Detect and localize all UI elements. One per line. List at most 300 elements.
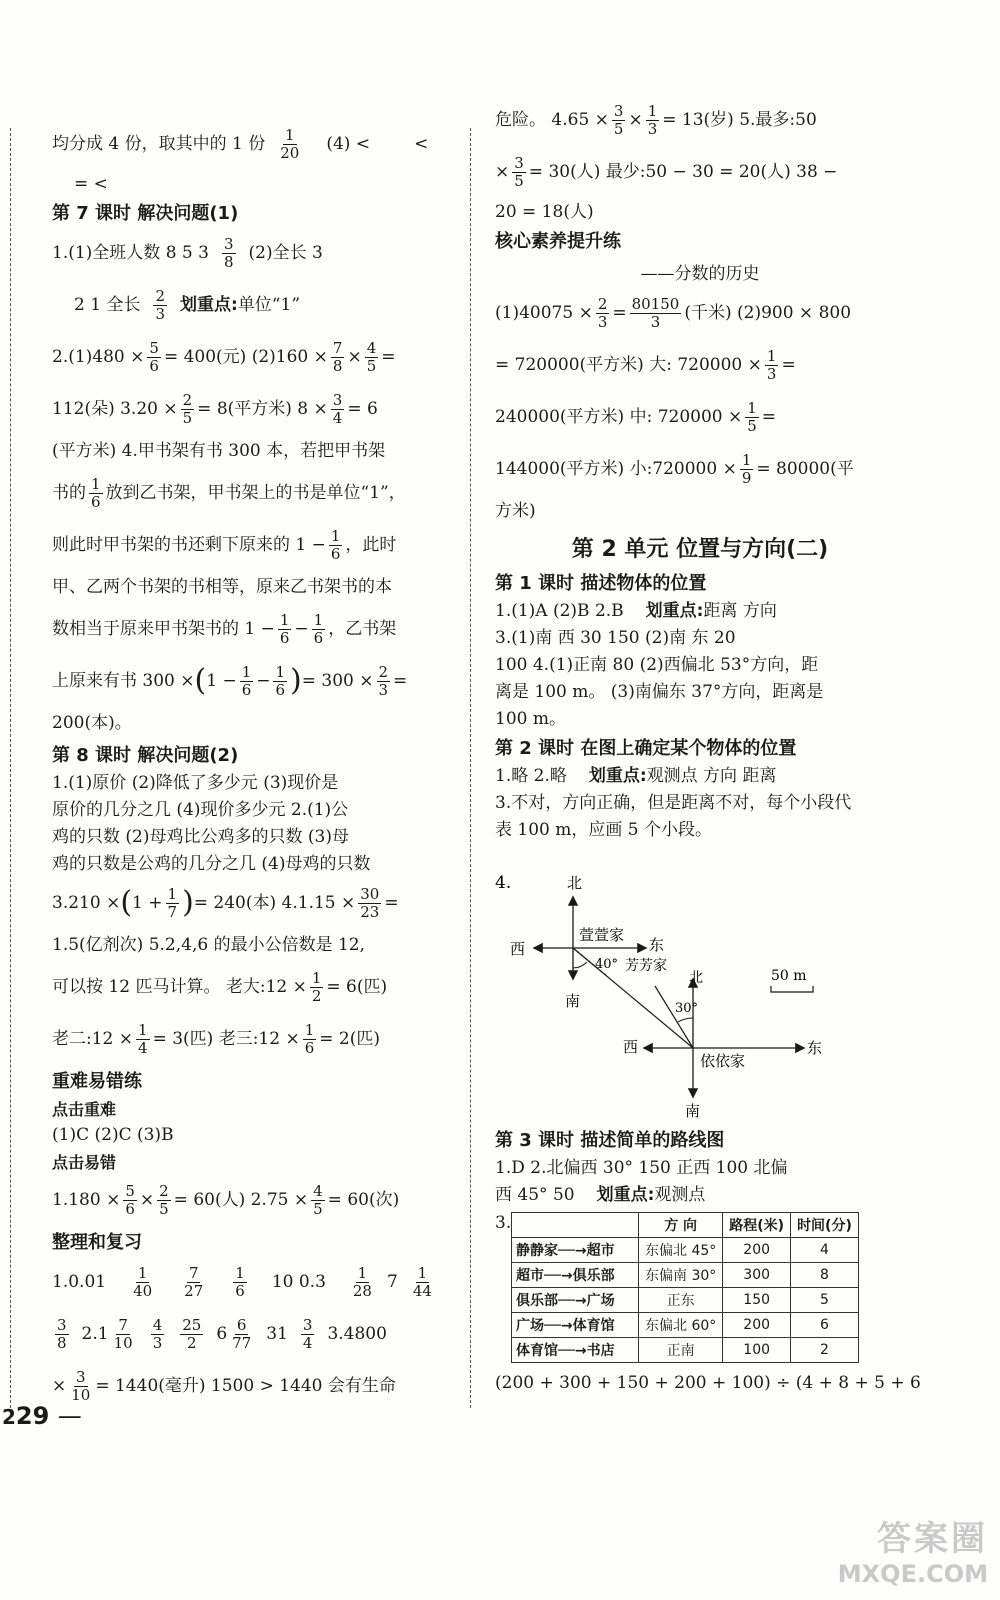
fraction-numerator: 1 bbox=[91, 474, 101, 493]
table-row bbox=[512, 1238, 859, 1263]
q4-line-e bbox=[52, 603, 452, 655]
review-line-3 bbox=[52, 1360, 452, 1412]
fraction-numerator: 1 bbox=[285, 125, 295, 144]
fraction bbox=[312, 612, 326, 647]
fraction bbox=[377, 664, 391, 699]
text-span: = 240(本) 4.1.15 × bbox=[193, 893, 356, 913]
parenthesis: ( bbox=[120, 885, 133, 920]
right-line-3: 20 = 18(人) bbox=[495, 201, 594, 222]
text-span: 112(朵) 3.20 × bbox=[52, 399, 178, 419]
text-span: 2 1 全长 bbox=[74, 295, 141, 315]
q4-line-d: 甲、乙两个书架的书相等，原来乙书架书的本 bbox=[52, 577, 392, 597]
table-cell: 东偏南 30° bbox=[639, 1263, 723, 1288]
key-difficulty-label: 点击重难 bbox=[52, 1099, 117, 1119]
column-divider bbox=[470, 128, 471, 1408]
k5: 方米) bbox=[495, 501, 536, 521]
text-span: × bbox=[347, 347, 362, 367]
fraction-numerator: 1 bbox=[741, 450, 752, 469]
fraction-denominator: 5 bbox=[366, 356, 377, 375]
fraction bbox=[740, 452, 754, 487]
table-cell: 200 bbox=[723, 1238, 791, 1263]
table-cell: 体育馆──→书店 bbox=[512, 1338, 639, 1363]
fraction-denominator: 6 bbox=[241, 680, 252, 699]
fraction-denominator: 6 bbox=[235, 1281, 245, 1300]
lesson-3-heading: 第 3 课时 描述简单的路线图 bbox=[495, 1130, 725, 1151]
fraction-denominator: 3 bbox=[647, 119, 658, 138]
lesson-7-heading: 第 7 课时 解决问题(1) bbox=[52, 203, 239, 224]
fraction-numerator: 5 bbox=[149, 338, 159, 357]
text-span: = 6 bbox=[347, 399, 378, 419]
table-header bbox=[512, 1213, 639, 1238]
fraction bbox=[351, 1265, 374, 1300]
left-line-2 bbox=[52, 170, 452, 197]
fraction bbox=[69, 1369, 92, 1404]
common-mistake-answers bbox=[52, 1174, 452, 1226]
north-label-2: 北 bbox=[689, 970, 703, 986]
text-span: 6 bbox=[216, 1324, 228, 1344]
fraction bbox=[278, 612, 292, 647]
house-label-2: 芳芳家 bbox=[625, 958, 667, 974]
text-span: = 60(人) 2.75 × bbox=[173, 1190, 309, 1210]
c1a bbox=[495, 597, 905, 624]
table-cell: 4 bbox=[791, 1238, 859, 1263]
key-difficulty-answers: (1)C (2)C (3)B bbox=[52, 1124, 174, 1145]
k1 bbox=[495, 287, 905, 339]
table-cell: 2 bbox=[791, 1338, 859, 1363]
fraction bbox=[55, 1317, 69, 1352]
fraction-denominator: 5 bbox=[182, 408, 193, 427]
fraction-denominator: 7 bbox=[167, 902, 178, 921]
fraction-numerator: 3 bbox=[57, 1315, 67, 1334]
text-span: 划重点: bbox=[588, 765, 647, 786]
text-span: 2.1 bbox=[81, 1324, 109, 1344]
fraction-numerator: 1 bbox=[279, 610, 290, 629]
fraction-numerator: 2 bbox=[597, 294, 608, 313]
text-span: = bbox=[761, 407, 777, 427]
fraction bbox=[151, 1317, 165, 1352]
text-span: 西 45° 50 bbox=[495, 1184, 575, 1205]
text-span: 书的 bbox=[52, 483, 86, 503]
fraction-denominator: 10 bbox=[113, 1333, 133, 1352]
q1-line bbox=[52, 227, 452, 279]
fraction-denominator: 6 bbox=[304, 1038, 315, 1057]
q4-line-g: 200(本)。 bbox=[52, 713, 132, 733]
route-table-wrap bbox=[495, 1212, 905, 1363]
fraction-numerator: 1 bbox=[167, 884, 178, 903]
text-span: × bbox=[139, 1190, 155, 1210]
fraction-denominator: 6 bbox=[313, 628, 324, 647]
fraction-numerator: 4 bbox=[152, 1315, 163, 1334]
fraction bbox=[230, 1317, 253, 1352]
fraction bbox=[358, 886, 381, 921]
fraction-numerator: 2 bbox=[155, 286, 165, 305]
fraction bbox=[512, 155, 526, 190]
east-label-2: 东 bbox=[807, 1039, 823, 1057]
fraction bbox=[411, 1265, 434, 1300]
fraction-denominator: 5 bbox=[747, 416, 757, 435]
text-span: 老二:12 × bbox=[52, 1029, 134, 1049]
c3b bbox=[495, 1181, 905, 1208]
c2b: 3.不对，方向正确，但是距离不对，每个小段代 bbox=[495, 792, 852, 813]
fraction bbox=[311, 1183, 325, 1218]
house-label-1: 萱萱家 bbox=[579, 926, 625, 944]
table-cell: 静静家──→超市 bbox=[512, 1238, 639, 1263]
fraction-denominator: 3 bbox=[155, 304, 165, 323]
scale-label: 50 m bbox=[771, 968, 807, 984]
fraction-denominator: 3 bbox=[152, 1333, 163, 1352]
table-cell: 8 bbox=[791, 1263, 859, 1288]
fraction-numerator: 1 bbox=[311, 968, 322, 987]
fraction-denominator: 20 bbox=[280, 143, 300, 162]
text-span: 31 bbox=[266, 1324, 288, 1344]
text-span: 3.4800 bbox=[327, 1324, 387, 1344]
text-span: 均分成 4 份，取其中的 1 份 bbox=[52, 134, 266, 154]
fraction bbox=[222, 236, 236, 271]
table-cell: 300 bbox=[723, 1263, 791, 1288]
fraction-numerator: 1 bbox=[330, 526, 341, 545]
text-span: 144000(平方米) 小:720000 × bbox=[495, 459, 737, 479]
parenthesis: ) bbox=[182, 885, 194, 920]
angle-label-1: 40° bbox=[595, 957, 619, 972]
fraction-numerator: 1 bbox=[138, 1020, 148, 1039]
q4-line-c bbox=[52, 519, 452, 571]
text-span: 距离 方向 bbox=[703, 600, 777, 621]
path-to-fangfang bbox=[655, 986, 693, 1048]
fraction-numerator: 3 bbox=[76, 1367, 86, 1386]
south-label-1: 南 bbox=[565, 992, 581, 1010]
fraction-numerator: 1 bbox=[747, 398, 757, 417]
text-span: 放到乙书架，甲书架上的书是单位“1”， bbox=[105, 483, 406, 503]
fraction-denominator: 4 bbox=[332, 408, 343, 427]
west-label-2: 西 bbox=[623, 1038, 639, 1056]
text-span: = bbox=[381, 347, 396, 367]
text-span: 1.(1)全班人数 8 5 3 bbox=[52, 243, 209, 263]
final-expression: (200 + 300 + 150 + 200 + 100) ÷ (4 + 8 + 5 + 6 bbox=[495, 1373, 921, 1393]
text-span: = 80000(平 bbox=[756, 459, 854, 479]
text-span: = bbox=[781, 355, 796, 375]
text-span: = bbox=[384, 893, 399, 913]
fraction-denominator: 5 bbox=[613, 119, 624, 138]
fraction-numerator: 3 bbox=[332, 390, 343, 409]
text-span: = 3(匹) 老三:12 × bbox=[152, 1029, 300, 1049]
c2c: 表 100 m，应画 5 个小段。 bbox=[495, 819, 712, 840]
common-mistake-label: 点击易错 bbox=[52, 1152, 117, 1172]
text-span: 划重点: bbox=[645, 600, 704, 621]
fraction-denominator: 4 bbox=[302, 1333, 313, 1352]
text-span: (4) < bbox=[326, 134, 371, 154]
c1d: 离是 100 m。 (3)南偏东 37°方向，距离是 bbox=[495, 681, 824, 702]
fraction-denominator: 8 bbox=[223, 252, 234, 271]
fraction-denominator: 23 bbox=[360, 902, 380, 921]
text-span: 1 − bbox=[206, 671, 237, 691]
text-span: 可以按 12 匹马计算。 老大:12 × bbox=[52, 977, 307, 997]
fraction-denominator: 6 bbox=[279, 628, 290, 647]
core-literacy-heading: 核心素养提升练 bbox=[495, 231, 621, 252]
fraction bbox=[240, 664, 254, 699]
k4 bbox=[495, 443, 905, 495]
fraction bbox=[89, 476, 103, 511]
text-span: ，乙书架 bbox=[328, 619, 397, 639]
fraction-denominator: 40 bbox=[133, 1281, 153, 1300]
fraction-denominator: 6 bbox=[330, 544, 341, 563]
east-label-1: 东 bbox=[649, 936, 665, 954]
parenthesis: ( bbox=[194, 663, 207, 698]
text-span: 观测点 bbox=[654, 1184, 706, 1205]
fraction-denominator: 4 bbox=[138, 1038, 148, 1057]
table-header-row bbox=[512, 1213, 859, 1238]
fraction-denominator: 5 bbox=[313, 1199, 323, 1218]
lesson-1-heading: 第 1 课时 描述物体的位置 bbox=[495, 573, 707, 594]
table-row bbox=[512, 1263, 859, 1288]
history-subtitle: ——分数的历史 bbox=[640, 263, 760, 284]
text-span: 10 0.3 bbox=[271, 1272, 326, 1292]
fraction bbox=[630, 296, 682, 331]
table-cell: 正南 bbox=[639, 1338, 723, 1363]
fraction bbox=[278, 127, 301, 162]
text-span: = 400(元) (2)160 × bbox=[163, 347, 328, 367]
fraction bbox=[765, 348, 779, 383]
text-span: 2.(1)480 × bbox=[52, 347, 145, 367]
text-span: (1)40075 × bbox=[495, 303, 593, 323]
right-line-1 bbox=[495, 94, 905, 146]
fraction-denominator: 2 bbox=[187, 1333, 197, 1352]
fraction-numerator: 1 bbox=[137, 1263, 148, 1282]
left-line-1 bbox=[52, 118, 452, 170]
fraction-denominator: 9 bbox=[741, 468, 752, 487]
table-cell: 200 bbox=[723, 1313, 791, 1338]
fraction-denominator: 27 bbox=[184, 1281, 204, 1300]
fraction bbox=[646, 103, 660, 138]
review-line-1 bbox=[52, 1256, 452, 1308]
text-span: = 6(匹) bbox=[326, 977, 388, 997]
table-question-number: 3. bbox=[495, 1213, 512, 1233]
fraction bbox=[180, 1317, 203, 1352]
fraction bbox=[612, 103, 626, 138]
table-cell: 6 bbox=[791, 1313, 859, 1338]
fraction bbox=[182, 1265, 205, 1300]
left-column bbox=[52, 118, 452, 1412]
fraction bbox=[157, 1183, 171, 1218]
angle-arc-2 bbox=[678, 1018, 693, 1022]
question-number: 4. bbox=[495, 873, 512, 893]
fraction-numerator: 5 bbox=[125, 1181, 135, 1200]
text-span: 上原来有书 300 × bbox=[52, 671, 195, 691]
text-span: 划重点: bbox=[596, 1184, 655, 1205]
fraction-denominator: 28 bbox=[352, 1281, 372, 1300]
c1e: 100 m。 bbox=[495, 708, 566, 729]
fraction bbox=[745, 400, 759, 435]
fraction-numerator: 2 bbox=[182, 390, 193, 409]
text-span: (2)全长 3 bbox=[248, 243, 323, 263]
fraction-denominator: 5 bbox=[159, 1199, 169, 1218]
page-number: 229 — bbox=[2, 1402, 82, 1430]
fraction bbox=[301, 1317, 315, 1352]
lesson-3-block bbox=[495, 1124, 921, 1399]
fraction-numerator: 1 bbox=[766, 346, 777, 365]
q4-line-b bbox=[52, 467, 452, 519]
route-table bbox=[511, 1212, 859, 1363]
text-span: 7 bbox=[386, 1272, 398, 1292]
fraction-numerator: 1 bbox=[235, 1263, 245, 1282]
left-margin-rule bbox=[10, 128, 11, 1418]
fraction-numerator: 2 bbox=[159, 1181, 169, 1200]
text-span: = 720000(平方米) 大: 720000 × bbox=[495, 355, 762, 375]
fraction-numerator: 3 bbox=[223, 234, 234, 253]
fraction-denominator: 8 bbox=[332, 356, 343, 375]
fraction bbox=[331, 340, 345, 375]
fraction bbox=[365, 340, 379, 375]
lesson-8-heading: 第 8 课时 解决问题(2) bbox=[52, 745, 239, 766]
fraction-numerator: 7 bbox=[332, 338, 343, 357]
c2a bbox=[495, 762, 905, 789]
fraction-denominator: 2 bbox=[311, 986, 322, 1005]
fraction bbox=[233, 1265, 247, 1300]
fraction bbox=[273, 664, 287, 699]
fraction-numerator: 6 bbox=[236, 1315, 247, 1334]
text-span: = 60(次) bbox=[327, 1190, 400, 1210]
text-span: × bbox=[495, 162, 510, 182]
table-cell: 100 bbox=[723, 1338, 791, 1363]
text-span: = bbox=[612, 303, 627, 323]
fraction bbox=[331, 392, 345, 427]
fraction-numerator: 4 bbox=[366, 338, 377, 357]
key-point-label: 划重点: bbox=[180, 295, 238, 315]
fraction bbox=[147, 340, 161, 375]
r2: 原价的几分之几 (4)现价多少元 2.(1)公 bbox=[52, 799, 349, 820]
text-span: 观测点 方向 距离 bbox=[646, 765, 777, 786]
table-header: 路程(米) bbox=[723, 1213, 791, 1238]
text-span: = < bbox=[74, 173, 108, 194]
text-span: × bbox=[628, 110, 643, 130]
c1c: 100 4.(1)正南 80 (2)西偏北 53°方向，距 bbox=[495, 654, 819, 675]
fraction-numerator: 2 bbox=[378, 662, 389, 681]
r8 bbox=[52, 1013, 452, 1065]
fraction bbox=[166, 886, 180, 921]
angle-arc-1 bbox=[573, 962, 587, 968]
unit-2-heading: 第 2 单元 位置与方向(二) bbox=[571, 536, 829, 562]
text-span: 数相当于原来甲书架书的 1 − bbox=[52, 619, 275, 639]
parenthesis: ) bbox=[290, 663, 302, 698]
text-span: − bbox=[256, 671, 271, 691]
fraction-denominator: 3 bbox=[378, 680, 389, 699]
k3 bbox=[495, 391, 905, 443]
fraction bbox=[136, 1022, 150, 1057]
fraction-denominator: 6 bbox=[125, 1199, 135, 1218]
text-span: = 30(人) 最少:50 − 30 = 20(人) 38 − bbox=[528, 162, 838, 182]
fraction-denominator: 44 bbox=[412, 1281, 432, 1300]
fraction-denominator: 8 bbox=[57, 1333, 67, 1352]
text-span: ，此时 bbox=[345, 535, 397, 555]
text-span: 危险。 4.65 × bbox=[495, 110, 609, 130]
fraction bbox=[112, 1317, 135, 1352]
fraction-denominator: 5 bbox=[514, 171, 524, 190]
q2-line bbox=[52, 331, 452, 383]
fraction bbox=[310, 970, 324, 1005]
fraction-numerator: 1 bbox=[275, 662, 286, 681]
text-span: < bbox=[414, 134, 429, 154]
q4-line-f bbox=[52, 655, 452, 707]
fraction-numerator: 1 bbox=[313, 610, 324, 629]
fraction-numerator: 1 bbox=[417, 1263, 428, 1282]
r3: 鸡的只数 (2)母鸡比公鸡多的只数 (3)母 bbox=[52, 826, 349, 847]
table-row bbox=[512, 1288, 859, 1313]
fraction bbox=[153, 288, 167, 323]
lesson-2-heading: 第 2 课时 在图上确定某个物体的位置 bbox=[495, 738, 797, 759]
text-span: 1.180 × bbox=[52, 1190, 121, 1210]
text-span: = 1440(毫升) 1500 > 1440 会有生命 bbox=[95, 1376, 396, 1396]
watermark bbox=[838, 1511, 988, 1588]
c3a: 1.D 2.北偏西 30° 150 正西 100 北偏 bbox=[495, 1157, 788, 1178]
r5 bbox=[52, 877, 452, 929]
text-span: = bbox=[393, 671, 408, 691]
angle-label-2: 30° bbox=[675, 1001, 699, 1016]
table-cell: 正东 bbox=[639, 1288, 723, 1313]
fraction-numerator: 7 bbox=[188, 1263, 199, 1282]
house-label-3: 依依家 bbox=[700, 1052, 746, 1070]
fraction-denominator: 6 bbox=[275, 680, 286, 699]
text-span: × bbox=[52, 1376, 67, 1396]
fraction bbox=[181, 392, 195, 427]
q1b-line bbox=[52, 279, 452, 331]
text-span: (千米) (2)900 × 800 bbox=[684, 303, 852, 323]
fraction-denominator: 3 bbox=[650, 312, 661, 331]
watermark-logo-text: 答案圈 bbox=[877, 1519, 988, 1559]
r4: 鸡的只数是公鸡的几分之几 (4)母鸡的只数 bbox=[52, 853, 371, 874]
text-span: 则此时甲书架的书还剩下原来的 1 − bbox=[52, 535, 326, 555]
right-line-2 bbox=[495, 146, 905, 198]
fraction-denominator: 3 bbox=[597, 312, 608, 331]
position-diagram bbox=[495, 868, 895, 1128]
text-span: = 2(匹) bbox=[319, 1029, 380, 1049]
text-span: 1 + bbox=[132, 893, 163, 913]
k2 bbox=[495, 339, 905, 391]
fraction-numerator: 4 bbox=[313, 1181, 323, 1200]
q3-line bbox=[52, 383, 452, 435]
table-cell: 东偏北 45° bbox=[639, 1238, 723, 1263]
r7 bbox=[52, 961, 452, 1013]
fraction-numerator: 3 bbox=[613, 101, 624, 120]
fraction bbox=[329, 528, 343, 563]
review-heading: 整理和复习 bbox=[52, 1232, 142, 1253]
fraction-denominator: 6 bbox=[91, 492, 101, 511]
table-header: 时间(分) bbox=[791, 1213, 859, 1238]
fraction-numerator: 1 bbox=[357, 1263, 368, 1282]
fraction-numerator: 80150 bbox=[631, 294, 680, 313]
table-row bbox=[512, 1338, 859, 1363]
west-label-1: 西 bbox=[510, 940, 526, 958]
q4-line-a: (平方米) 4.甲书架有书 300 本，若把甲书架 bbox=[52, 441, 386, 461]
table-cell: 150 bbox=[723, 1288, 791, 1313]
table-cell: 俱乐部──→广场 bbox=[512, 1288, 639, 1313]
r6: 1.5(亿剂次) 5.2,4,6 的最小公倍数是 12, bbox=[52, 935, 366, 955]
north-label-1: 北 bbox=[567, 874, 583, 892]
fraction bbox=[123, 1183, 137, 1218]
text-span: 1.(1)A (2)B 2.B bbox=[495, 600, 624, 621]
scale-bar bbox=[771, 986, 813, 992]
fraction-numerator: 1 bbox=[304, 1020, 315, 1039]
r1: 1.(1)原价 (2)降低了多少元 (3)现价是 bbox=[52, 772, 339, 793]
table-cell: 超市──→俱乐部 bbox=[512, 1263, 639, 1288]
table-cell: 东偏北 60° bbox=[639, 1313, 723, 1338]
text-span: 3.210 × bbox=[52, 893, 121, 913]
fraction-numerator: 7 bbox=[118, 1315, 128, 1334]
fraction-numerator: 1 bbox=[647, 101, 658, 120]
fraction-denominator: 10 bbox=[71, 1385, 91, 1404]
fraction bbox=[596, 296, 610, 331]
text-span: 1.0.01 bbox=[52, 1272, 107, 1292]
practice-heading: 重难易错练 bbox=[52, 1071, 142, 1092]
fraction-numerator: 3 bbox=[514, 153, 524, 172]
